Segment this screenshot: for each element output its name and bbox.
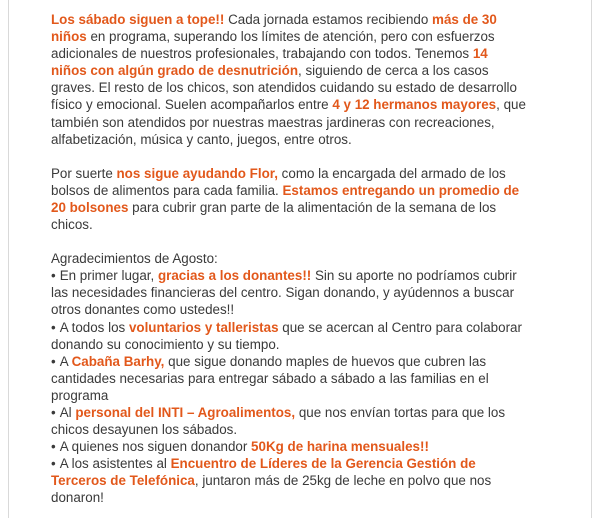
- body-text: como la encargada del armado de los bolsos de alimentos para cada familia.: [51, 165, 506, 198]
- spacer: [51, 233, 527, 250]
- spacer: [51, 148, 527, 165]
- highlight-text: más de 30 niños: [51, 12, 497, 45]
- body-text: Sin su aporte no podríamos cubrir las necesidades financieras del centro. Sigan donando, y ayúdennos a buscar otros donantes como ustedes!!: [51, 268, 517, 318]
- thanks-list: [51, 267, 527, 506]
- highlight-text: Estamos entregando un promedio de 20 bolsones: [51, 182, 520, 215]
- body-text: para cubrir gran parte de la alimentación de la semana de los chicos.: [51, 199, 497, 233]
- body-text: que se acercan al Centro para colaborar donando su conocimiento y su tiempo.: [51, 319, 522, 352]
- thanks-item: [51, 438, 527, 455]
- highlight-text: Cabaña Barhy,: [71, 353, 165, 369]
- body-text: que nos envían tortas para que los chicos desayunen los sábados.: [51, 404, 506, 438]
- thanks-item: [51, 455, 527, 506]
- thanks-heading: Agradecimientos de Agosto:: [51, 251, 218, 267]
- bullet-icon: •: [51, 456, 56, 472]
- highlight-text: 50Kg de harina mensuales!!: [251, 439, 429, 455]
- body-text: que sigue donando maples de huevos que cubren las cantidades necesarias para entregar sábado a sábado a las familias en el programa: [51, 353, 489, 403]
- bullet-icon: •: [51, 439, 56, 455]
- thanks-item: [51, 319, 527, 353]
- newsletter-card: [8, 0, 592, 518]
- food-bags-paragraph: [51, 165, 527, 233]
- highlight-text: voluntarios y talleristas: [128, 319, 279, 335]
- bullet-icon: •: [51, 404, 56, 420]
- body-text: , siguiendo de cerca a los casos graves. El resto de los chicos, son atendidos cuidando su estado de desarrollo físico y emocional. Suelen acompañarlos entre: [51, 63, 517, 113]
- body-text: A: [59, 353, 72, 369]
- body-text: , juntaron más de 25kg de leche en polvo que nos donaron!: [51, 473, 492, 506]
- highlight-text: nos sigue ayudando Flor,: [116, 165, 278, 181]
- highlight-text: gracias a los donantes!!: [157, 268, 312, 284]
- newsletter-body: [51, 11, 527, 507]
- body-text: , que también son atendidos por nuestras maestras jardineras con recreaciones, alfabetización, música y canto, juegos, entre otros.: [51, 97, 526, 147]
- body-text: Al: [59, 404, 76, 420]
- body-text: A los asistentes al: [59, 456, 171, 472]
- body-text: A todos los: [59, 319, 129, 335]
- body-text: A quienes nos siguen donandor: [59, 439, 252, 455]
- body-text: En primer lugar,: [59, 268, 158, 284]
- body-text: en programa, superando los límites de atención, pero con esfuerzos adicionales de nuestros profesionales, trabajando con todos. Tenemos: [51, 29, 495, 62]
- body-text: Cada jornada estamos recibiendo: [224, 12, 433, 27]
- highlight-text: personal del INTI – Agroalimentos,: [75, 404, 296, 420]
- highlight-text: 14 niños con algún grado de desnutrición: [51, 46, 488, 79]
- highlight-text: 4 y 12 hermanos mayores: [332, 97, 497, 113]
- highlight-text: Los sábado siguen a tope!!: [51, 12, 225, 27]
- thanks-item: [51, 404, 527, 438]
- saturday-program-paragraph: [51, 11, 527, 148]
- thanks-item: [51, 353, 527, 404]
- body-text: Por suerte: [51, 165, 117, 181]
- bullet-icon: •: [51, 319, 56, 335]
- bullet-icon: •: [51, 268, 56, 284]
- highlight-text: Encuentro de Líderes de la Gerencia Gestión de Terceros de Telefónica: [51, 456, 476, 489]
- bullet-icon: •: [51, 353, 56, 369]
- thanks-item: [51, 267, 527, 318]
